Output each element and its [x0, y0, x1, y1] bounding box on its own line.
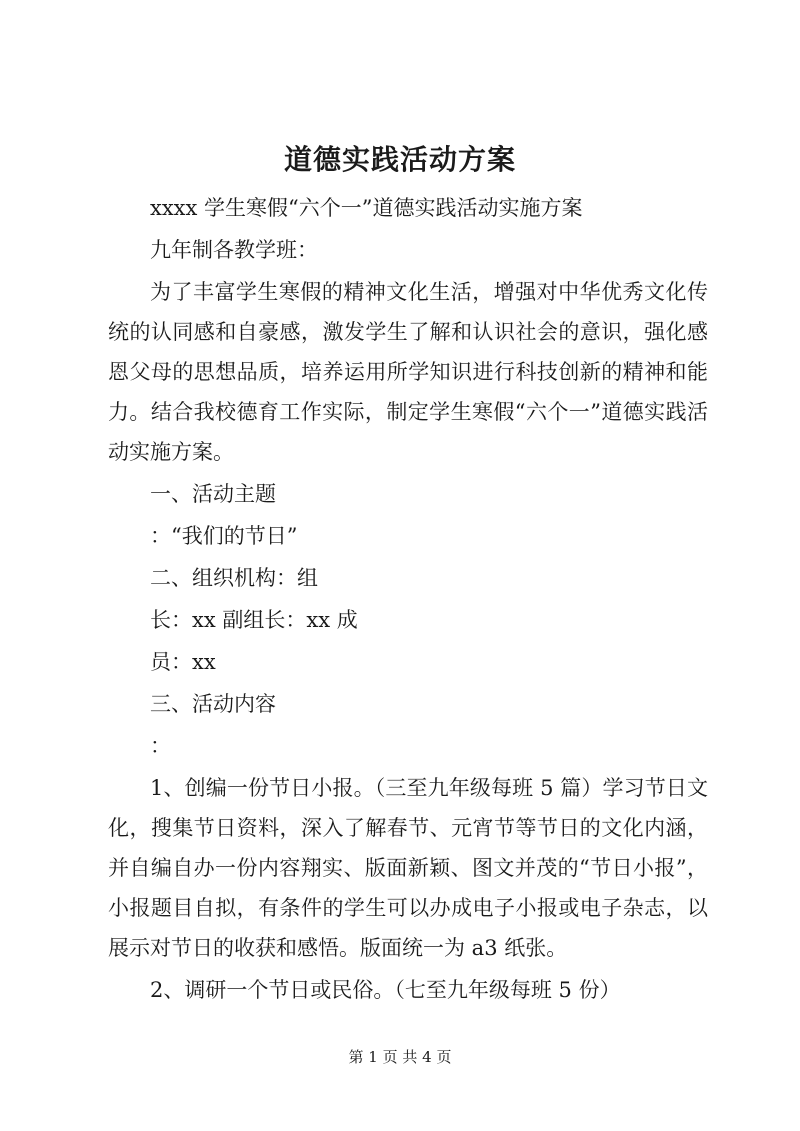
paragraph-section-organization: 二、组织机构：组 — [150, 566, 318, 590]
paragraph-organization-leaders: 长：xx 副组长：xx 成 — [150, 608, 358, 632]
page-footer: 第 1 页 共 4 页 — [348, 1048, 452, 1066]
document-body — [108, 188, 708, 1012]
paragraph-intro: 为了丰富学生寒假的精神文化生活，增强对中华优秀文化传统的认同感和自豪感，激发学生了解和认识社会的意识，强化感恩父母的思想品质，培养运用所学知识进行科技创新的精神和能力。结合我校德育工作实际，制定学生寒假“六个一”道德实践活动实施方案。 — [108, 280, 708, 464]
paragraph-section-theme: 一、活动主题 — [150, 482, 276, 506]
paragraph-theme-value: ：“我们的节日” — [150, 524, 298, 548]
paragraph-salutation: 九年制各教学班： — [150, 238, 318, 262]
paragraph-organization-members: 员：xx — [150, 650, 216, 674]
document-title: 道德实践活动方案 — [283, 143, 516, 176]
paragraph-item-1: 1、创编一份节日小报。（三至九年级每班 5 篇）学习节日文化，搜集节日资料，深入了解春节、元宵节等节日的文化内涵，并自编自办一份内容翔实、版面新颖、图文并茂的“节日小报”，小报题目自拟，有条件的学生可以办成电子小报或电子杂志，以展示对节日的收获和感悟。版面统一为 a3 纸张。 — [108, 776, 708, 960]
paragraph-subtitle: xxxx 学生寒假“六个一”道德实践活动实施方案 — [150, 196, 583, 220]
paragraph-section-content: 三、活动内容 — [150, 692, 276, 716]
paragraph-content-colon: ： — [150, 734, 171, 758]
paragraph-item-2: 2、调研一个节日或民俗。（七至九年级每班 5 份） — [150, 978, 621, 1002]
